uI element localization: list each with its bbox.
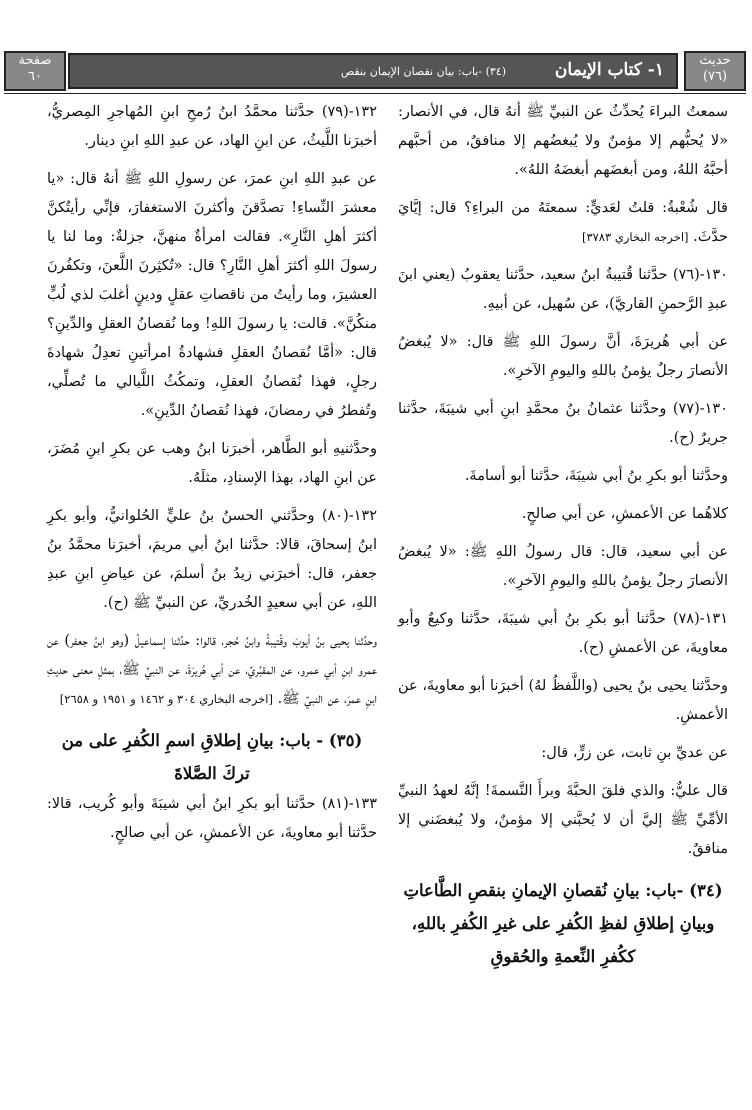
text-paragraph: سمعتُ البراءَ يُحدِّثُ عن النبيِّ ﷺ أنهُ قال، في الأنصار: «لا يُحبُّهم إلا مؤمنٌ ولا يُبغضُهم إلا منافقٌ، من أحبَّهم أحبَّهُ اللهُ، ومن أبغضَهم أبغضَهُ اللهُ». bbox=[398, 104, 728, 178]
text-paragraph: عن أبي سعيد، قال: قال رسولُ اللهِ ﷺ: «لا يُبغضُ الأنصارَ رجلٌ يؤمنُ باللهِ واليومِ الآخرِ». bbox=[398, 544, 728, 589]
text-paragraph: عن عديِّ بنِ ثابت، عن زرٍّ، قال: bbox=[541, 745, 728, 761]
text-paragraph: ١٣١-(٧٨) حدَّثنا أبو بكرِ بنُ أبي شيبَةَ، حدَّثنا وكيعٌ وأبو معاويةَ، عن الأعمشِ (ح). bbox=[398, 611, 728, 656]
right-column bbox=[398, 98, 728, 1098]
page-tab-number: ٦٠ bbox=[28, 69, 42, 84]
text-paragraph: وحدَّثنيهِ أبو الطَّاهر، أخبرَنا ابنُ وهب عن بكرِ ابنِ مُضَرَ، عن ابنِ الهاد، بهذا الإسنادِ، مثلَهُ. bbox=[47, 441, 377, 486]
text-paragraph: عن أبي هُريرَةَ، أنَّ رسولَ اللهِ ﷺ قال: «لا يُبغضُ الأنصارَ رجلٌ يؤمنُ باللهِ واليومِ الآخرِ». bbox=[398, 334, 728, 379]
text-paragraph: ١٣٣-(٨١) حدَّثنا أبو بكرِ ابنُ أبي شيبَةَ وأبو كُريب، قالا: حدَّثنا أبو معاويةَ، عن الأعمشِ، عن أبي صالحٍ. bbox=[47, 796, 377, 841]
text-paragraph bbox=[47, 627, 377, 714]
section-title: (٣٤) -باب: بيان نقصان الإيمان بنقص bbox=[340, 65, 506, 78]
text-paragraph bbox=[398, 194, 728, 252]
page-header-bar bbox=[68, 53, 678, 89]
source-reference: [اخرجه البخاري ٣٠٤ و ١٤٦٢ و ١٩٥١ و ٢٦٥٨] bbox=[59, 692, 273, 706]
text-paragraph: وحدَّثنا أبو بكرِ بنُ أبي شيبَةَ، حدَّثنا أبو أسامةَ. bbox=[464, 468, 728, 484]
text-paragraph: وحدَّثنا يحيى بنُ يحيى (واللَّفظُ لهُ) أخبرَنا أبو معاويةَ، عن الأعمشِ. bbox=[398, 678, 728, 723]
text-paragraph: عن عبدِ اللهِ ابنِ عمرَ، عن رسولِ اللهِ ﷺ أنهُ قال: «يا معشرَ النِّساءِ! تصدَّقنَ وأكثرنَ الاستغفارَ، فإنِّي رأيتُكنَّ أكثرَ أهلِ النَّارِ». فقالت امرأةٌ منهنَّ، جزلةٌ: وما لنا يا رسولَ اللهِ أكثرَ أهلِ النَّارِ؟ قال: «تُكثِرنَ اللَّعنَ، وتكفُرنَ العشيرَ، وما رأيتُ من ناقصاتِ عقلٍ ودينٍ أغلبَ لذي لُبٍّ منكُنَّ». قالت: يا رسولَ اللهِ! وما نُقصانُ العقلِ والدِّينِ؟ قال: «أمَّا نُقصانُ العقلِ فشهادةُ امرأتينِ تعدِلُ شهادةَ رجلٍ، فهذا نُقصانُ العقلِ، وتمكُثُ اللَّيالي ما تُصلِّي، وتُفطرُ في رمضانَ، فهذا نُقصانُ الدِّينِ». bbox=[47, 171, 377, 419]
text-paragraph: قال عليٌّ: والذي فلقَ الحبَّةَ وبرأَ النَّسمةَ! إنَّهُ لعهدُ النبيِّ الأمِّيِّ ﷺ إليَّ أن لا يُحبَّني إلا مؤمنٌ، ولا يُبغضَني إلا منافقٌ. bbox=[398, 783, 728, 857]
chapter-title: ١- كتاب الإيمان bbox=[554, 60, 664, 80]
source-reference: [اخرجه البخاري ٣٧٨٣] bbox=[581, 230, 689, 244]
text-paragraph: ١٣٠-(٧٦) حدَّثنا قُتيبةُ ابنُ سعيد، حدَّثنا يعقوبُ (يعني ابنَ عبدِ الرَّحمنِ القاريَّ)، عن سُهيل، عن أبيهِ. bbox=[398, 267, 728, 312]
left-column bbox=[47, 98, 377, 1098]
page-tab-label: صفحة bbox=[18, 53, 52, 68]
text-paragraph: ١٣٢-(٧٩) حدَّثنا محمَّدُ ابنُ رُمحِ ابنِ المُهاجرِ المِصريُّ، أخبرَنا اللَّيثُ، عن ابنِ الهاد، عن عبدِ اللهِ ابنِ دينار. bbox=[47, 104, 377, 149]
chapter-heading: (٣٤) -باب: بيانِ نُقصانِ الإيمانِ بنقصِ الطَّاعاتِ وبيانِ إطلاقِ لفظِ الكُفرِ على غيرِ الكُفرِ باللهِ، ككُفرِ النِّعمةِ والحُقوقِ bbox=[403, 881, 723, 966]
paragraph-text: وحدَّثنا يحيى بنُ أيوبَ وقُتيبةُ وابنُ حُجر، قالوا: حدَّثنا إسماعيلُ (وهو ابنُ جعفر) عن عمرو ابنِ أبي عمرو، عن المقبُريِّ، عن أبي هُريرَةَ، عن النبيِّ ﷺ، بمثلِ معنى حديثِ ابنِ عمرَ، عن النبيِّ ﷺ. bbox=[47, 633, 377, 707]
hadith-tab-label: حديث bbox=[699, 53, 731, 68]
hadith-number-tab bbox=[684, 51, 746, 91]
text-paragraph: ١٣٠-(٧٧) وحدَّثنا عثمانُ بنُ محمَّدِ ابنِ أبي شيبَةَ، حدَّثنا جريرٌ (ح). bbox=[398, 401, 728, 446]
hadith-tab-number: (٧٦) bbox=[702, 69, 728, 84]
text-paragraph: كلاهُما عن الأعمشِ، عن أبي صالحٍ. bbox=[521, 506, 728, 522]
chapter-heading: (٣٥) - باب: بيانِ إطلاقِ اسمِ الكُفرِ على من تركَ الصَّلاةَ bbox=[61, 731, 363, 783]
paragraph-text: قال شُعْبةُ: قلتُ لعَديٍّ: سمعتَهُ من البراءِ؟ قال: إيَّايَ حدَّثَ. bbox=[398, 200, 728, 245]
header-rule bbox=[4, 93, 746, 94]
page-number-tab bbox=[4, 51, 66, 91]
text-paragraph: ١٣٢-(٨٠) وحدَّثني الحسنُ بنُ عليٍّ الحُلوانيُّ، وأبو بكرِ ابنُ إسحاقَ، قالا: حدَّثنا ابنُ أبي مريمَ، أخبرَنا محمَّدُ بنُ جعفر، قال: أخبرَني زيدُ بنُ أسلمَ، عن عياضِ ابنِ عبدِ اللهِ، عن أبي سعيدٍ الخُدريِّ، عن النبيِّ ﷺ (ح). bbox=[47, 508, 377, 611]
